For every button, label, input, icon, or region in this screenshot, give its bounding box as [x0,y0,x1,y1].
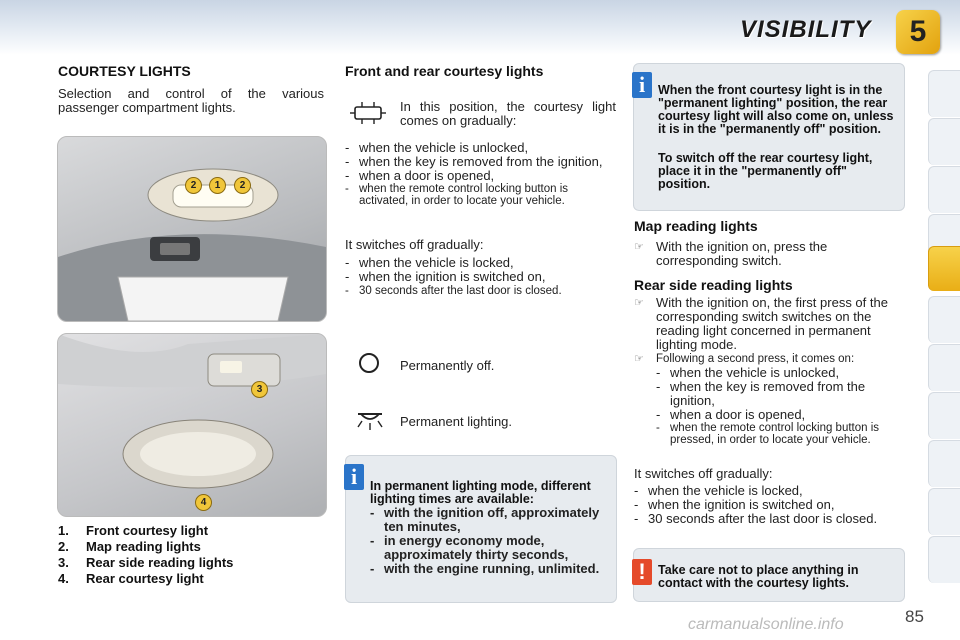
legend-list [58,523,233,587]
list-item: - when the ignition is switched on, [634,498,906,512]
chapter-tab[interactable] [928,296,960,343]
list-item: - when the key is removed from the ignition, [345,155,617,169]
info-box-lighting-times [345,455,617,603]
list-item: - with the ignition off, approximately ten minutes, [370,506,612,534]
rear-side-sublist [634,366,906,446]
courtesy-light-on-icon [350,102,386,124]
courtesy-intro: Selection and control of the various passenger compartment lights. [58,86,324,115]
callout-2: 2 [234,177,251,194]
courtesy-lights-heading: COURTESY LIGHTS [58,63,191,79]
chapter-tab-active[interactable] [928,246,960,291]
page-number: 85 [905,607,924,626]
info-box-list [370,506,612,576]
front-console-illustration [58,137,326,321]
list-item: ☞ With the ignition on, press the corresponding switch. [634,240,906,268]
warning-icon: ! [632,559,652,585]
info-box-rear-light [633,63,905,211]
list-item: - when the vehicle is locked, [345,256,617,270]
rear-side-list [634,296,906,366]
list-item: - 30 seconds after the last door is closed. [345,284,617,298]
switch-off-title: It switches off gradually: [345,237,484,252]
gradual-on-list [345,141,617,207]
list-item: - when a door is opened, [634,408,906,422]
list-item: - when the remote control locking button is activated, in order to locate your vehicle. [345,183,617,207]
list-item: - when the vehicle is unlocked, [345,141,617,155]
rear-roof-illustration [58,334,326,516]
front-console-photo [57,136,327,322]
legend-item: 2. Map reading lights [58,539,201,554]
front-rear-heading: Front and rear courtesy lights [345,63,544,79]
list-item: - when a door is opened, [345,169,617,183]
chapter-title: VISIBILITY [740,16,872,43]
chapter-tab[interactable] [928,392,960,439]
info-box-paragraph: When the front courtesy light is in the "permanent lighting" position, the rear courtesy light will also come on, unless it is in the "permanently off" position. [658,83,894,136]
list-item: - when the vehicle is locked, [634,484,906,498]
callout-4: 4 [195,494,212,511]
switch-off-list [345,256,617,298]
watermark: carmanualsonline.info [688,616,844,633]
chapter-tab[interactable] [928,166,960,213]
list-item: ☞ Following a second press, it comes on: [634,352,906,366]
list-item: - with the engine running, unlimited. [370,562,612,576]
permanently-off-icon [357,351,381,375]
list-item: - when the remote control locking button is pressed, in order to locate your vehicle. [634,422,906,446]
callout-2: 2 [185,177,202,194]
list-item: - when the vehicle is unlocked, [634,366,906,380]
legend-item: 3. Rear side reading lights [58,555,234,570]
chapter-number-badge: 5 [896,10,940,54]
info-box-paragraph: To switch off the rear courtesy light, place it in the "permanently off" position. [658,151,873,191]
chapter-tab[interactable] [928,536,960,583]
permanent-lighting-icon [354,406,386,434]
list-item: - in energy economy mode, approximately thirty seconds, [370,534,612,562]
warning-text: Take care not to place anything in contact with the courtesy lights. [658,563,859,590]
list-item: - when the ignition is switched on, [345,270,617,284]
info-box-title: In permanent lighting mode, different lighting times are available: [370,479,591,506]
chapter-tab[interactable] [928,488,960,535]
list-item: - 30 seconds after the last door is closed. [634,512,906,526]
callout-1: 1 [209,177,226,194]
warning-box [633,548,905,602]
map-reading-heading: Map reading lights [634,218,758,234]
list-item: ☞ With the ignition on, the first press of the corresponding switch switches on the reading light concerned in permanent lighting mode. [634,296,906,352]
rear-side-heading: Rear side reading lights [634,277,793,293]
list-item: - when the key is removed from the ignition, [634,380,906,408]
info-icon: i [344,464,364,490]
legend-item: 4. Rear courtesy light [58,571,204,586]
map-reading-list [634,240,906,268]
chapter-tab[interactable] [928,118,960,165]
rear-switch-off-list [634,484,906,526]
gradual-on-text: In this position, the courtesy light comes on gradually: [400,99,616,128]
chapter-tab[interactable] [928,344,960,391]
rear-roof-photo [57,333,327,517]
permanently-off-text: Permanently off. [400,358,495,373]
callout-3: 3 [251,381,268,398]
info-icon: i [632,72,652,98]
chapter-tab[interactable] [928,440,960,487]
permanent-lighting-text: Permanent lighting. [400,414,513,429]
chapter-tab[interactable] [928,70,960,117]
rear-switch-off-title: It switches off gradually: [634,466,773,481]
legend-item: 1. Front courtesy light [58,523,209,538]
